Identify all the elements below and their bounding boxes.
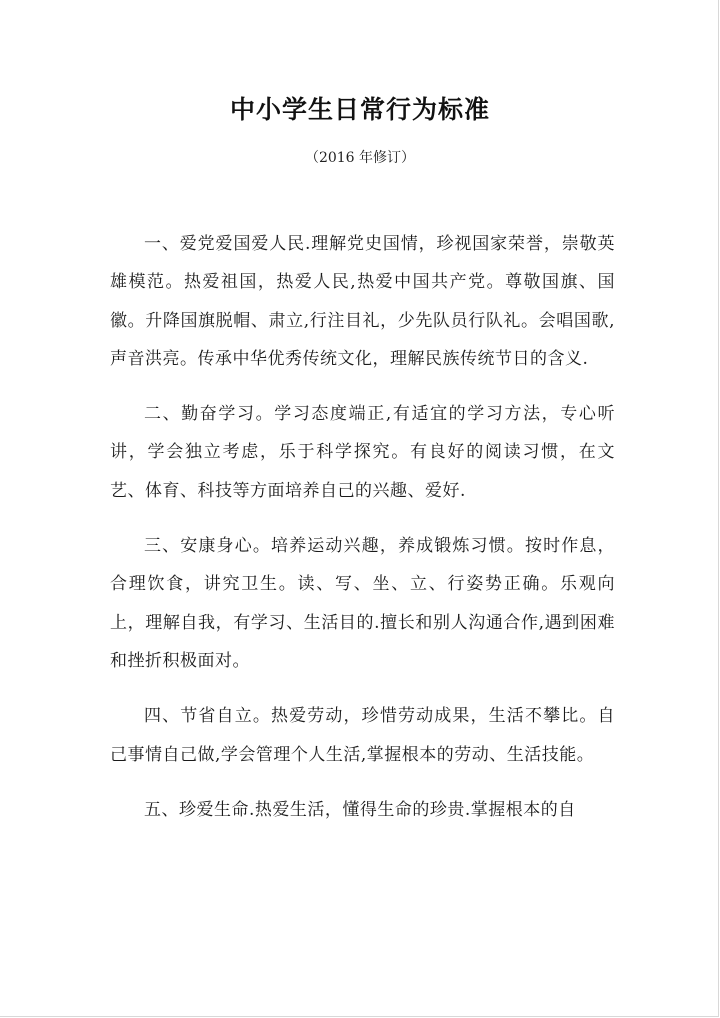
paragraph-5: 五、珍爱生命.热爱生活，懂得生命的珍贵.掌握根本的自 bbox=[144, 799, 576, 820]
paragraph-1: 一、爱党爱国爱人民.理解党史国情，珍视国家荣誉，崇敬英雄模范。热爱祖国，热爱人民,热爱中国共产党。尊敬国旗、国徽。升降国旗脱帽、肃立,行注目礼，少先队员行队礼。会唱国歌,声音洪亮。传承中华优秀传统文化，理解民族传统节日的含义. bbox=[110, 234, 615, 369]
document-body bbox=[110, 225, 615, 846]
paragraph-3: 三、安康身心。培养运动兴趣，养成锻炼习惯。按时作息，合理饮食，讲究卫生。读、写、坐、立、行姿势正确。乐观向上，理解自我，有学习、生活目的.擅长和别人沟通合作,遇到困难和挫折积极面对。 bbox=[110, 536, 615, 671]
paragraph-4: 四、节省自立。热爱劳动，珍惜劳动成果，生活不攀比。自己事情自己做,学会管理个人生活,掌握根本的劳动、生活技能。 bbox=[110, 706, 615, 765]
document-subtitle: （2016 年修订） bbox=[304, 150, 416, 166]
document-title: 中小学生日常行为标准 bbox=[229, 95, 490, 124]
paragraph-2: 二、勤奋学习。学习态度端正,有适宜的学习方法，专心听讲，学会独立考虑，乐于科学探究。有良好的阅读习惯，在文艺、体育、科技等方面培养自己的兴趣、爱好. bbox=[110, 404, 615, 501]
